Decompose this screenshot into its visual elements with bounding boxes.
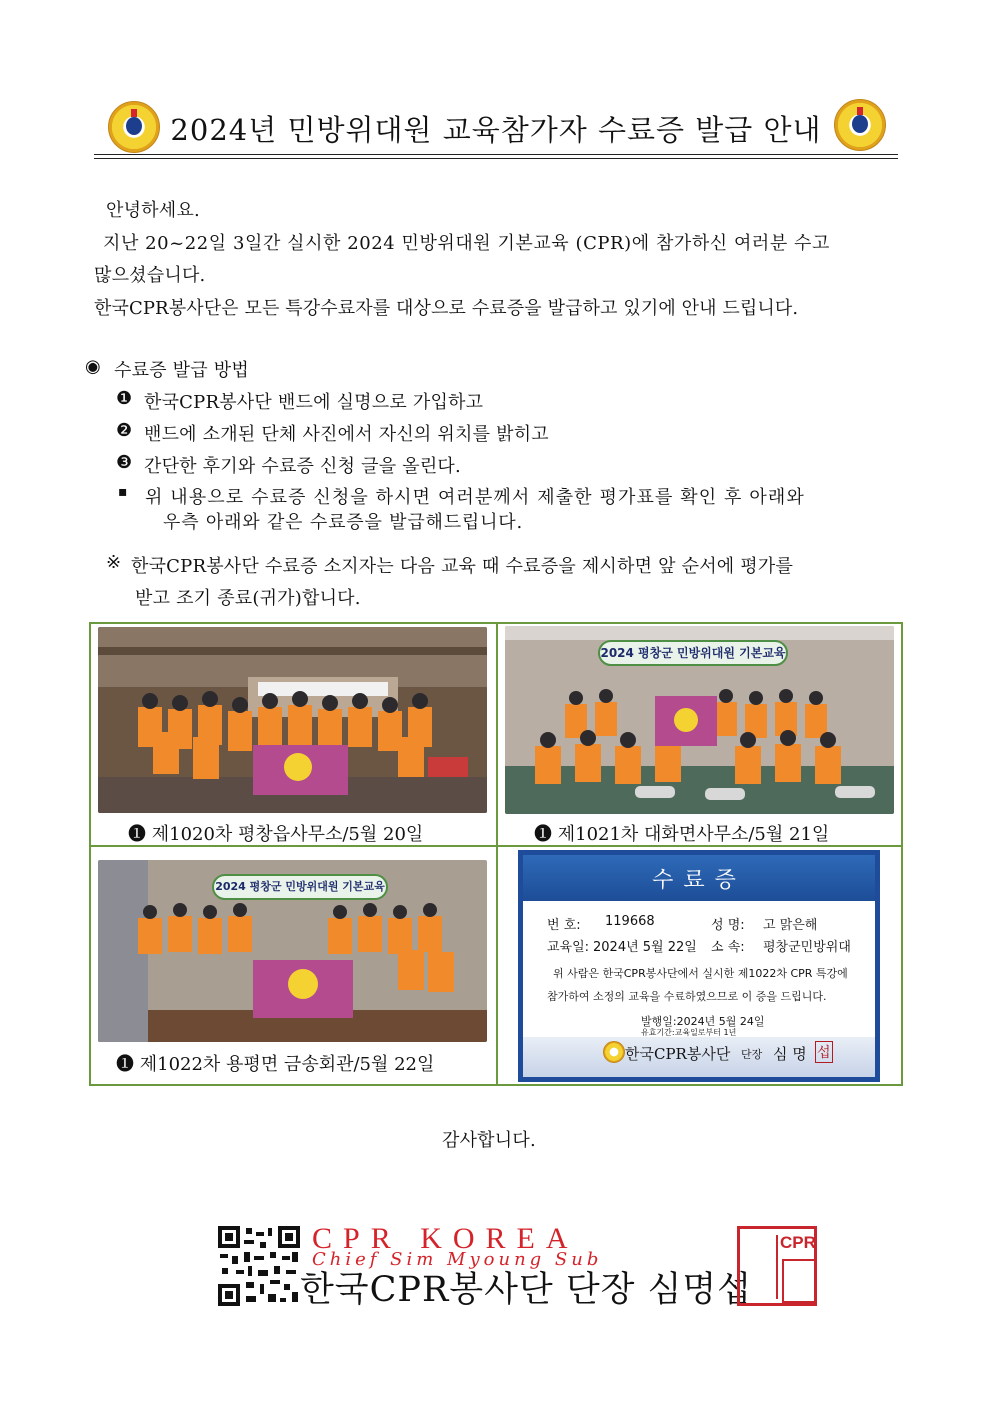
title-rule-2 — [94, 158, 898, 159]
seal-stamp-box — [782, 1259, 816, 1303]
step-3-text: 간단한 후기와 수료증 신청 글을 올린다. — [144, 456, 461, 477]
cert-issue-date: 발행일:2024년 5월 24일 — [641, 1015, 765, 1028]
camera-icon: ❶ — [534, 824, 552, 845]
signature-cpr-korea: CPR KOREA — [312, 1222, 579, 1255]
cross-icon — [131, 109, 137, 117]
cpr-logo-right — [834, 99, 886, 151]
method-heading-bullet: ◉ — [85, 356, 101, 377]
cert-body-2: 참가하여 소정의 교육을 수료하였으므로 이 증을 드립니다. — [547, 990, 827, 1003]
cert-date-label: 교육일: — [547, 940, 590, 955]
step-2-number: ❷ — [116, 420, 133, 441]
step-2-text: 밴드에 소개된 단체 사진에서 자신의 위치를 밝히고 — [144, 424, 549, 445]
closing-text: 감사합니다. — [442, 1130, 536, 1151]
camera-icon: ❶ — [128, 824, 146, 845]
cert-name: 고 맑은해 — [763, 918, 818, 933]
step-1-number: ❶ — [116, 388, 133, 409]
remark-line-2: 받고 조기 종료(귀가)합니다. — [135, 588, 361, 609]
cert-org: 평창군민방위대 — [763, 940, 851, 955]
photo-1-scene — [98, 627, 487, 813]
signature-name: 한국CPR봉사단 단장 심명섭 — [300, 1270, 753, 1310]
grid-divider-vertical — [496, 622, 498, 1086]
title-rule — [94, 154, 898, 155]
step-3-number: ❸ — [116, 452, 133, 473]
greeting: 안녕하세요. — [106, 200, 200, 221]
photo-1-caption — [128, 820, 423, 846]
photo-3-caption — [116, 1050, 434, 1076]
cross-icon — [857, 107, 863, 115]
intro-line-1: 지난 20~22일 3일간 실시한 2024 민방위대원 기본교육 (CPR)에 참가하신 여러분 수고 — [103, 233, 830, 254]
emblem-core — [126, 117, 142, 135]
group-photo-1 — [98, 627, 487, 813]
qr-code — [218, 1226, 300, 1306]
intro-line-2: 많으셨습니다. — [94, 265, 206, 286]
certificate-sample — [518, 850, 880, 1082]
photo-2-banner: 2024 평창군 민방위대원 기본교육 — [598, 640, 788, 666]
cert-body-1: 위 사람은 한국CPR봉사단에서 실시한 제1022차 CPR 특강에 — [553, 967, 848, 980]
intro-line-3: 한국CPR봉사단은 모든 특강수료자를 대상으로 수료증을 발급하고 있기에 안내 드립니다. — [94, 298, 799, 319]
cert-org-label: 소 속: — [711, 940, 745, 955]
photo-2-caption — [534, 820, 829, 846]
cert-seal: 섭 — [815, 1041, 833, 1063]
cert-issuer: 한국CPR봉사단 — [625, 1045, 731, 1063]
emblem-core — [852, 115, 868, 133]
cert-head-title: 단장 — [741, 1048, 763, 1061]
cert-logo — [603, 1041, 625, 1063]
certificate-title: 수료증 — [652, 868, 746, 893]
qr-code-graphic — [218, 1226, 300, 1306]
cert-number: 119668 — [605, 914, 655, 929]
cert-name-label: 성 명: — [711, 918, 745, 933]
cert-validity: 유효기간:교육일로부터 1년 — [641, 1028, 737, 1037]
remark-line-1: 한국CPR봉사단 수료증 소지자는 다음 교육 때 수료증을 제시하면 앞 순서에 평가를 — [131, 556, 794, 577]
photo-3-banner: 2024 평창군 민방위대원 기본교육 — [212, 874, 388, 900]
page-title: 2024년 민방위대원 교육참가자 수료증 발급 안내 — [170, 113, 822, 147]
photo-1-caption-text: 제1020차 평창읍사무소/5월 20일 — [151, 824, 424, 845]
cert-date: 2024년 5월 22일 — [593, 940, 697, 955]
seal-stamp-left — [744, 1235, 778, 1299]
step-1-text: 한국CPR봉사단 밴드에 실명으로 가입하고 — [144, 392, 484, 413]
cpr-logo-left — [108, 101, 160, 153]
remark-mark: ※ — [106, 552, 122, 573]
seal-stamp — [737, 1226, 817, 1306]
note-bullet: ▪ — [118, 484, 128, 500]
seal-stamp-text: CPR — [780, 1233, 816, 1252]
signature-chief: Chief Sim Myoung Sub — [312, 1249, 603, 1270]
photo-2-caption-text: 제1021차 대화면사무소/5월 21일 — [557, 824, 830, 845]
cert-head-name: 심 명 — [773, 1045, 807, 1063]
camera-icon: ❶ — [116, 1054, 134, 1075]
cert-number-label: 번 호: — [547, 918, 581, 933]
note-line-2: 우측 아래와 같은 수료증을 발급해드립니다. — [163, 512, 523, 533]
photo-3-caption-text: 제1022차 용평면 금송회관/5월 22일 — [139, 1054, 435, 1075]
note-line-1: 위 내용으로 수료증 신청을 하시면 여러분께서 제출한 평가표를 확인 후 아래와 — [145, 487, 805, 508]
method-heading: 수료증 발급 방법 — [114, 360, 249, 381]
